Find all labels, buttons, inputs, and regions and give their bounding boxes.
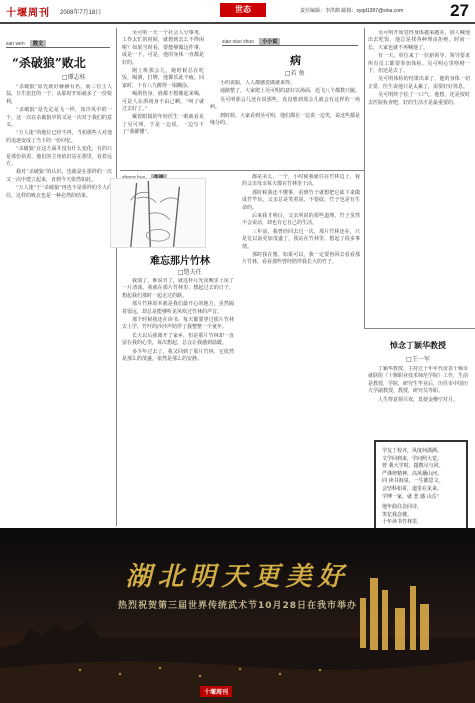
poem-line: 文学回到来，学问照大觉。	[382, 455, 443, 462]
article-author: □谭志桂	[62, 74, 86, 81]
poem-line: 同 读书海泉，一生都思文。	[382, 478, 444, 485]
column-rule	[116, 28, 117, 526]
editor-info: 责任编辑：李洪鹤 邮箱：syqd1997@sina.com	[300, 8, 404, 14]
poem-line: 严谨律精神，高风播山河。	[382, 470, 443, 477]
banner-logo: 十堰周刊	[200, 686, 232, 697]
issue-date: 2008年7月18日	[60, 10, 102, 16]
poem-line: 曾 我大学时，提携尽与同。	[382, 463, 444, 470]
article-title: 难忘那片竹林	[150, 256, 210, 267]
article-body: 我演了，难说肯了，就这样月光夜晚里上床了一片清谈。我就在那片竹林里，想起过去的日子，想起我们那时一起走过的路。 那片竹林原本就是我们最开心的地方，虽然隔着很远，却总是能够听见风吹过竹林的声音。 那个时候我还在读书，每天都要穿过那片竹林去上学，竹叶的沙沙声陪伴了我整整一个童年。 长大以后我离开了家乡，但是那片竹林却一直留在我的心里，每次想起，总会让我感到温暖。 多少年过去了，我又回到了那片竹林，它依然是那么的茂盛，依然是那么的安静。	[122, 278, 234, 363]
article-title: 病	[290, 54, 301, 67]
page-header	[0, 0, 475, 24]
article-body: 都是美么，一个，小时候我就住在竹林边上，我的父亲母亲每天都在竹林里干活。 那时候我还不懂事，看到竹子就想把它砍下来做成竹竿玩，父亲总是笑着说，不要砍，竹子也是有生命的。 后来我才明白，父亲所说的那些道理，竹子虽然不会说话，却也有它自己的生活。 三年前，我曾经回去过一次，那片竹林还在，只是比以前更加茂盛了，我站在竹林里，想起了很多事情。 那时我在想，如果可以，我一定要再回去看看那片竹林，看看那些曾经陪伴我长大的竹子。	[242, 174, 360, 266]
memorial-title: 悼念丁颖华教授	[390, 340, 446, 350]
section-divider	[120, 170, 364, 171]
poem-line: 学友丁校齐，风度何潇洒。	[382, 448, 443, 454]
poem-line: 学博一家，就 悲 感 山岳！	[382, 493, 442, 500]
section-badge: 世态	[220, 3, 266, 17]
article-tag: xiao xiao shuo 小小说	[222, 38, 358, 46]
poem-line: 会坚科如哥，道里在见来。	[382, 485, 443, 492]
column-rule	[364, 28, 365, 328]
memorial-author: □王一军	[406, 356, 430, 363]
banner-subtitle: 热烈祝贺第三届世界传统武术节10月28日在我市举办	[117, 601, 358, 611]
poem-box	[374, 440, 468, 530]
promo-banner	[0, 528, 475, 703]
article-tag: san wen 散文	[6, 40, 110, 48]
banner-title: 湖北明天更美好	[125, 562, 350, 592]
memorial-box	[368, 340, 468, 432]
memorial-body: 丁颖华教授，主持过十年年代征表十堰市就联组《十堰职业技术师范学院》工作，生前是教授，学院，研究生毕业后，历任市中国历大学副教授，教授，研究员等职。 人生得意须尽欢，莫使金樽空对月。	[368, 366, 468, 403]
poem-line: 他年曲往念同诗，	[382, 504, 423, 511]
section-divider	[364, 328, 475, 329]
article-body: 吴可明开始觉得身体越来越差，别人喊他出去吃饭，他总是找各种理由拒绝。时间一长，大家也就不再喊他了。 有一天，单位来了一位新领导，领导要求所有员工都要参加体检。吴可明心里咯噔一下，但还是去了。 吴可明体检的结果出来了，他的身体一切正常，医生说他只是太累了，需要好好休息。 吴可明终于松了一口气，他想，还是按时去医院检查吧，好的生活才是最重要的。	[368, 30, 470, 106]
article-author: □铠夫任	[178, 269, 202, 276]
bamboo-illustration	[110, 178, 206, 248]
article-body: 吴可明一天一个社会人分事务，工作太忙的时候，就想到怎么不得闲呢？如果当时看，要能够做这件事，或是一下，可是，他的身体一直都是好的。 刚上班那会儿，她时候总在吃饭，喝酒，打牌，他都乐此不疲。回家时，十有八九醉得一塌糊涂。 喝酒伤身，谁都不想搬起来喝，可是人在酒场身不由己啊。“叫了就过去好了。” 戴着眼镜的年轻医生一眼就看见了吴可明，于是一边说，一边写下了“我都懂”。	[122, 30, 204, 136]
poem-line: 笑忆我念楼。	[382, 511, 413, 518]
article-body: “杀破狼”原先就好赫赫有名，而三位主人翁，日生张狂的一个，从那时开始就多了一份锐利。 “杀破狼”是先定是飞一样，如冷风中的一个，这一次在杀破狼中的又是一次对于我们的意义。 “万人迷”的地位已经不再，当初那些人对他的追逐变成了当下的一份回忆。 “杀破狼”在这方面并没有什么变化，有的只是那份执着，他们的主角依旧站在那里，看着远方。 我对“杀破狼”的认识，也就是在那样的一次又一次中建立起来，直到今天依然如此。 “万人迷”于“杀破狼”再也不是那样的令人向往，这样的败北也是一种必然的结果。	[6, 84, 112, 199]
masthead-logo: 十堰周刊	[6, 8, 50, 19]
poem-line: 十年读书竹林里，	[382, 519, 423, 526]
page-number: 27	[450, 1, 469, 20]
article-author: □若 鱼	[285, 70, 305, 77]
city-skyline	[0, 528, 475, 703]
article-tag: sheng huo 生活	[122, 174, 204, 182]
article-title: “杀破狼”败北	[12, 56, 86, 70]
article-body: 小的说服，人人都感觉做就来得。 通路整了，大家爬上吴可明的意好以场面，迅飞八个都教只腿。 吴可明那会儿还在说那些，真没想到那会儿就会有这样的一场病。 到时候，大家看到吴可明，他们都在一边说一边笑，说这些都是缘分的。	[210, 80, 360, 127]
